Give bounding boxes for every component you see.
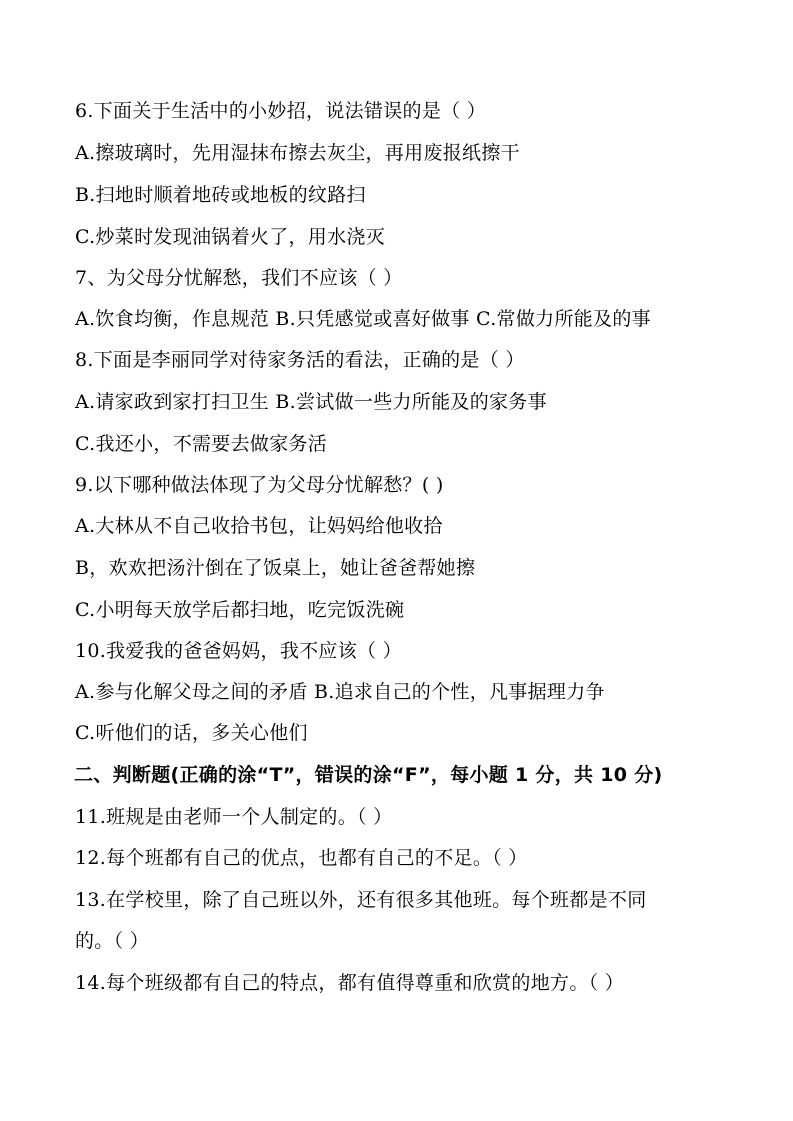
section-2-heading: 二、判断题(正确的涂“T”，错误的涂“F”，每小题 1 分，共 10 分) xyxy=(74,764,663,786)
question-13-line-2: 的。（ ） xyxy=(75,930,150,952)
question-8-stem: 8.下面是李丽同学对待家务活的看法，正确的是（ ） xyxy=(75,349,525,371)
question-7-options: A.饮食均衡，作息规范 B.只凭感觉或喜好做事 C.常做力所能及的事 xyxy=(75,308,651,330)
question-9-option-c: C.小明每天放学后都扫地，吃完饭洗碗 xyxy=(75,599,405,621)
question-12: 12.每个班都有自己的优点，也都有自己的不足。（ ） xyxy=(75,847,528,869)
question-11: 11.班规是由老师一个人制定的。（ ） xyxy=(75,806,393,828)
question-6-option-b: B.扫地时顺着地砖或地板的纹路扫 xyxy=(75,184,366,206)
question-9-stem: 9.以下哪种做法体现了为父母分忧解愁？( ) xyxy=(75,474,444,496)
question-14: 14.每个班级都有自己的特点，都有值得尊重和欣赏的地方。（ ） xyxy=(75,972,625,994)
question-6-option-a: A.擦玻璃时，先用湿抹布擦去灰尘，再用废报纸擦干 xyxy=(75,142,520,164)
question-8-option-c: C.我还小，不需要去做家务活 xyxy=(75,433,328,455)
question-6-stem: 6.下面关于生活中的小妙招，说法错误的是（ ） xyxy=(75,100,487,122)
question-6-option-c: C.炒菜时发现油锅着火了，用水浇灭 xyxy=(75,226,386,248)
question-10-stem: 10.我爱我的爸爸妈妈，我不应该（ ） xyxy=(75,640,402,662)
question-8-options-ab: A.请家政到家打扫卫生 B.尝试做一些力所能及的家务事 xyxy=(75,391,547,413)
question-9-option-a: A.大林从不自己收拾书包，让妈妈给他收拾 xyxy=(75,515,443,537)
question-7-stem: 7、为父母分忧解愁，我们不应该（ ） xyxy=(75,267,403,289)
question-9-option-b: B，欢欢把汤汁倒在了饭桌上，她让爸爸帮她擦 xyxy=(75,557,476,579)
question-10-options-ab: A.参与化解父母之间的矛盾 B.追求自己的个性，凡事据理力争 xyxy=(75,681,605,703)
question-10-option-c: C.听他们的话，多关心他们 xyxy=(75,722,308,744)
question-13-line-1: 13.在学校里，除了自己班以外，还有很多其他班。每个班都是不同 xyxy=(75,889,647,911)
